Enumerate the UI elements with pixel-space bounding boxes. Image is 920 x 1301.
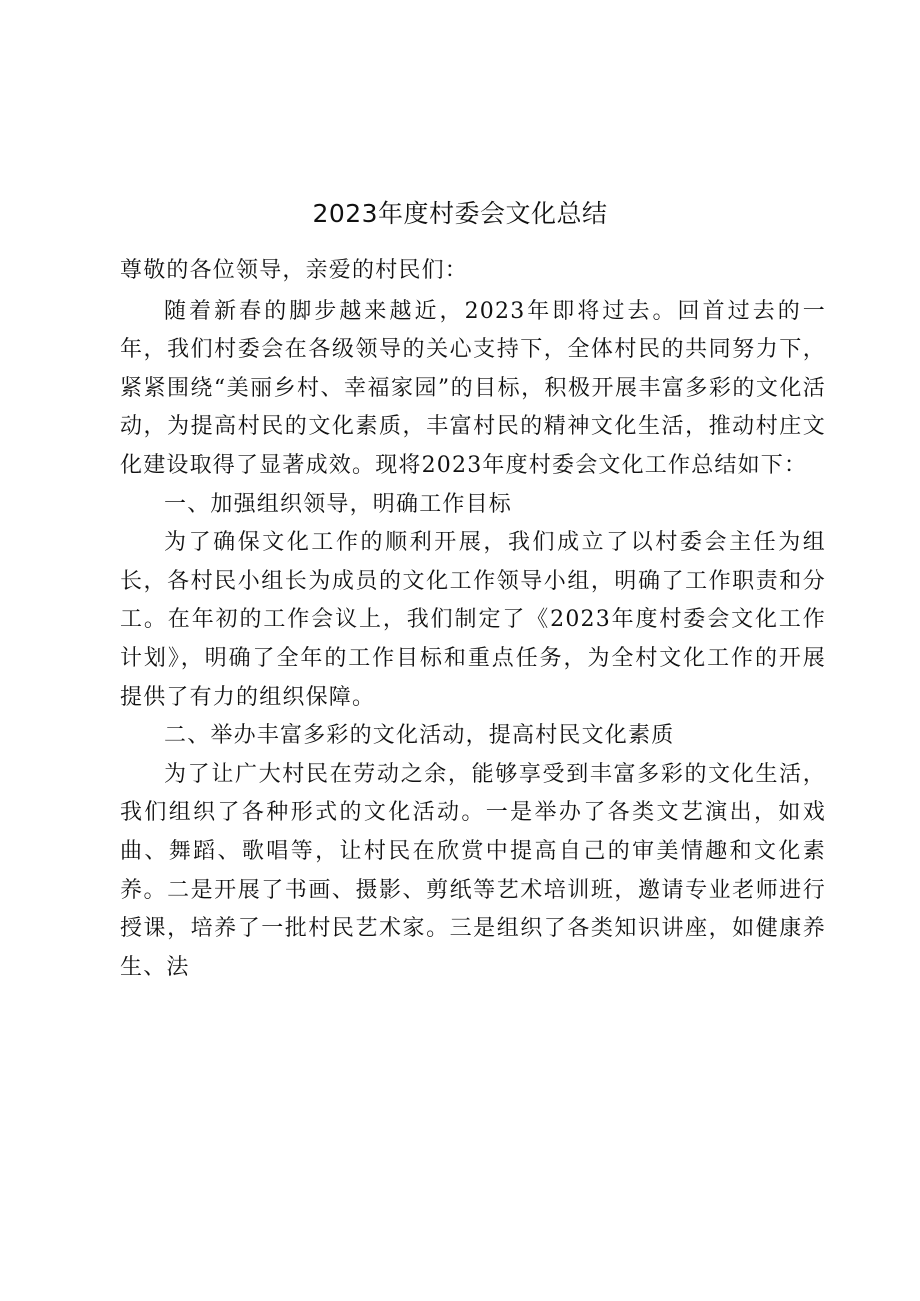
document-body xyxy=(120,252,826,987)
salutation: 尊敬的各位领导，亲爱的村民们： xyxy=(120,258,469,283)
paragraph-section-1: 为了确保文化工作的顺利开展，我们成立了以村委会主任为组长，各村民小组长为成员的文化工作领导小组，明确了工作职责和分工。在年初的工作会议上，我们制定了《2023年度村委会文化工作计划》，明确了全年的工作目标和重点任务，为全村文化工作的开展提供了有力的组织保障。 xyxy=(120,530,826,710)
document-title: 2023年度村委会文化总结 xyxy=(312,199,608,228)
paragraph-section-2: 为了让广大村民在劳动之余，能够享受到丰富多彩的文化生活，我们组织了各种形式的文化活动。一是举办了各类文艺演出，如戏曲、舞蹈、歌唱等，让村民在欣赏中提高自己的审美情趣和文化素养。二是开展了书画、摄影、剪纸等艺术培训班，邀请专业老师进行授课，培养了一批村民艺术家。三是组织了各类知识讲座，如健康养生、法 xyxy=(120,761,826,980)
section-heading-1: 一、加强组织领导，明确工作目标 xyxy=(164,491,513,517)
paragraph-intro: 随着新春的脚步越来越近，2023年即将过去。回首过去的一年，我们村委会在各级领导的关心支持下，全体村民的共同努力下，紧紧围绕“美丽乡村、幸福家园”的目标，积极开展丰富多彩的文化活动，为提高村民的文化素质，丰富村民的精神文化生活，推动村庄文化建设取得了显著成效。现将2023年度村委会文化工作总结如下： xyxy=(120,298,826,478)
section-heading-2: 二、举办丰富多彩的文化活动，提高村民文化素质 xyxy=(164,723,675,749)
